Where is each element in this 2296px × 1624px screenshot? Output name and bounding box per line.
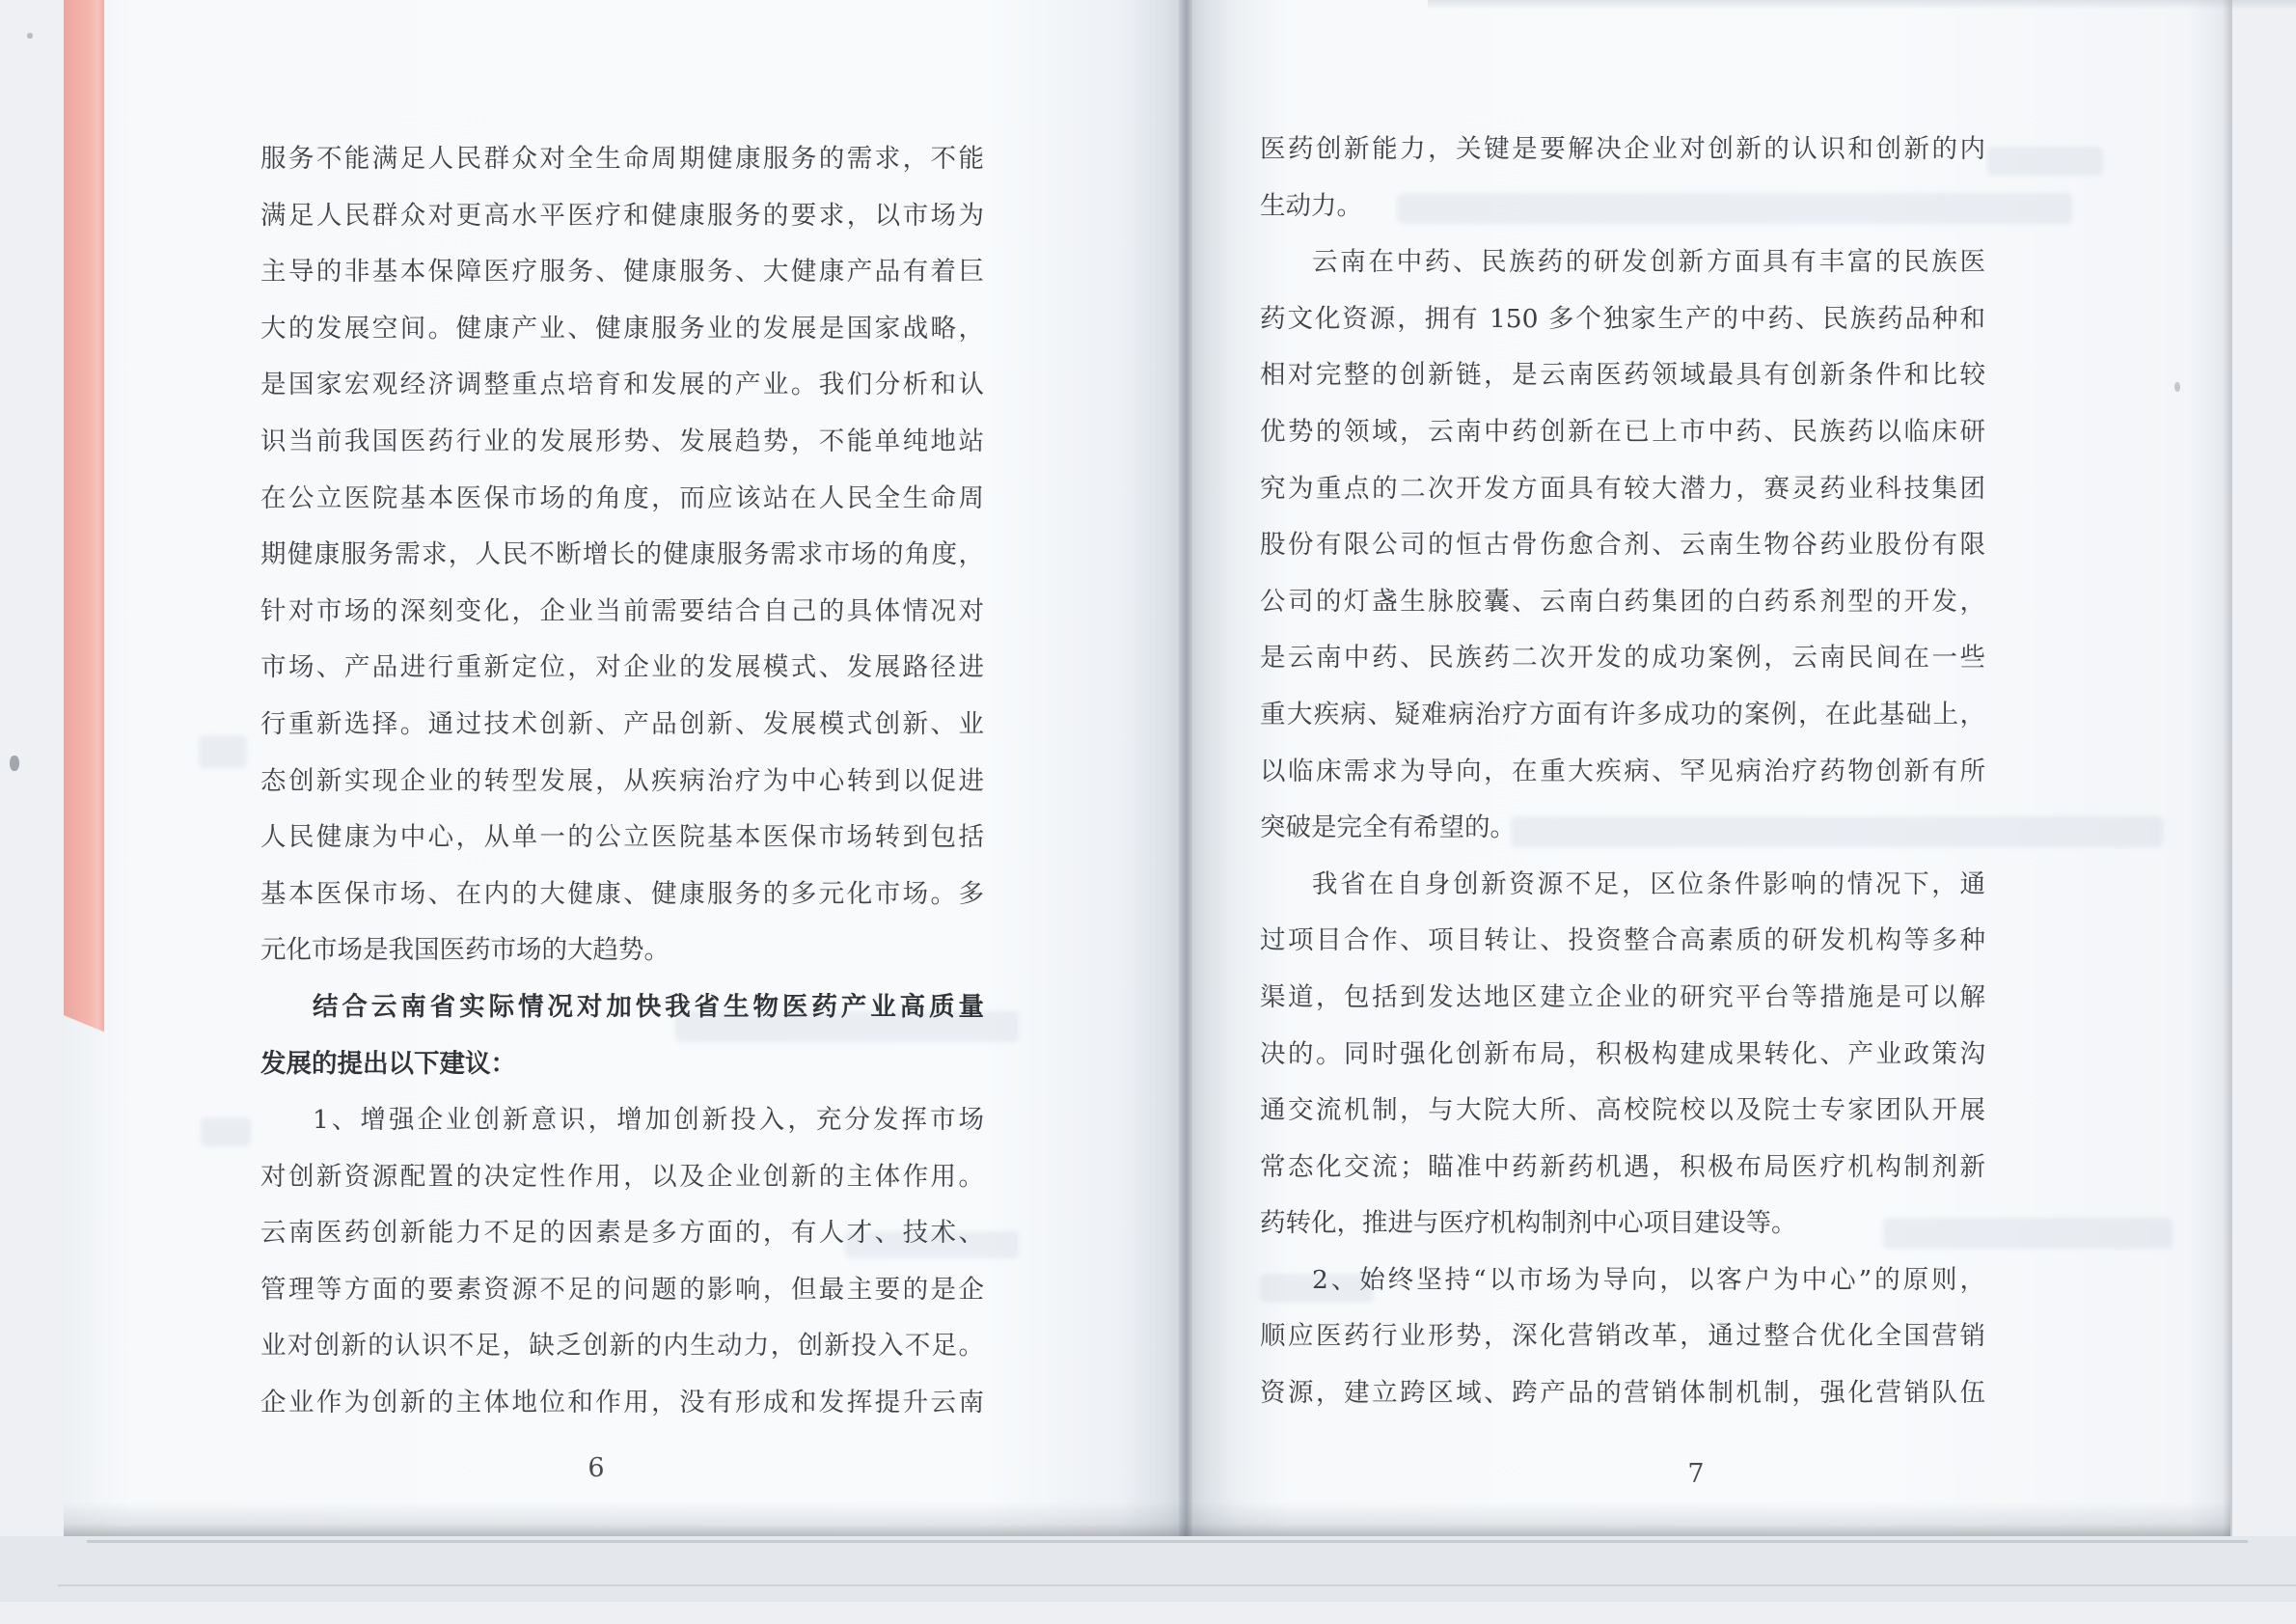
bleedthrough-smudge [201,1117,251,1146]
text-line: 渠道，包括到发达地区建立企业的研究平台等措施是可以解 [1260,981,1985,1012]
scan-speck [10,756,19,771]
text-line: 决的。同时强化创新布局，积极构建成果转化、产业政策沟 [1260,1038,1985,1069]
text-line: 企业作为创新的主体地位和作用，没有形成和发挥提升云南 [260,1388,984,1418]
text-line: 股份有限公司的恒古骨伤愈合剂、云南生物谷药业股份有限 [1260,530,1985,561]
text-line: 服务不能满足人民群众对全生命周期健康服务的需求，不能 [260,144,984,174]
text-line: 主导的非基本保障医疗服务、健康服务、大健康产品有着巨 [260,257,984,288]
text-line: 医药创新能力，关键是要解决企业对创新的认识和创新的内 [1260,134,1985,164]
page-number-left: 6 [588,1453,605,1483]
text-line: 市场、产品进行重新定位，对企业的发展模式、发展路径进 [260,652,984,683]
text-line: 药文化资源，拥有 150 多个独家生产的中药、民族药品种和 [1260,303,1985,334]
text-line: 管理等方面的要素资源不足的问题的影响，但最主要的是企 [260,1274,984,1305]
book-gutter [1179,0,1192,1536]
scan-speck [27,33,33,39]
text-line: 人民健康为中心，从单一的公立医院基本医保市场转到包括 [260,822,984,853]
text-line: 公司的灯盏生脉胶囊、云南白药集团的白药系剂型的开发， [1260,586,1985,617]
bleedthrough-smudge [1987,147,2103,176]
text-line: 发展的提出以下建议： [260,1048,516,1079]
text-line: 对创新资源配置的决定性作用，以及企业创新的主体作用。 [260,1161,984,1192]
text-column-left [260,131,984,1432]
text-line: 识当前我国医药行业的发展形势、发展趋势，不能单纯地站 [260,426,984,456]
text-line: 通交流机制，与大院大所、高校院校以及院士专家团队开展 [1260,1095,1985,1126]
text-line: 重大疾病、疑难病治疗方面有许多成功的案例，在此基础上， [1260,699,1985,729]
page-stack-edge [58,1584,2296,1586]
text-line: 云南医药创新能力不足的因素是多方面的，有人才、技术、 [260,1218,984,1249]
page-number-right: 7 [1687,1459,1705,1489]
book-right-edge [2223,0,2232,1536]
pink-insert-edge [64,0,104,1040]
text-line: 元化市场是我国医药市场的大趋势。 [260,935,670,966]
text-line: 生动力。 [1260,190,1362,221]
text-line: 行重新选择。通过技术创新、产品创新、发展模式创新、业 [260,708,984,739]
text-line: 优势的领域，云南中药创新在已上市中药、民族药以临床研 [1260,416,1985,447]
text-line: 在公立医院基本医保市场的角度，而应该站在人民全生命周 [260,482,984,513]
text-line: 究为重点的二次开发方面具有较大潜力，赛灵药业科技集团 [1260,473,1985,504]
book-bottom-edge [64,1501,2230,1536]
text-line: 过项目合作、项目转让、投资整合高素质的研发机构等多种 [1260,925,1985,956]
text-line: 业对创新的认识不足，缺乏创新的内生动力，创新投入不足。 [260,1331,984,1362]
text-line: 针对市场的深刻变化，企业当前需要结合自己的具体情况对 [260,595,984,626]
page-stack-edge [87,1540,2248,1543]
text-line: 是国家宏观经济调整重点培育和发展的产业。我们分析和认 [260,370,984,400]
text-line: 满足人民群众对更高水平医疗和健康服务的要求，以市场为 [260,200,984,231]
text-line: 顺应医药行业形势，深化营销改革，通过整合优化全国营销 [1260,1321,1985,1352]
text-line: 资源，建立跨区域、跨产品的营销体制机制，强化营销队伍 [1260,1378,1985,1409]
text-line: 期健康服务需求，人民不断增长的健康服务需求市场的角度， [260,539,984,570]
text-line: 1、增强企业创新意识，增加创新投入，充分发挥市场 [313,1105,984,1136]
text-line: 云南在中药、民族药的研发创新方面具有丰富的民族医 [1312,247,1985,278]
scan-speck [2174,382,2180,392]
text-line: 突破是完全有希望的。 [1260,812,1516,843]
text-line: 药转化，推进与医疗机构制剂中心项目建设等。 [1260,1208,1797,1239]
text-line: 态创新实现企业的转型发展，从疾病治疗为中心转到以促进 [260,765,984,796]
text-line: 2、始终坚持“以市场为导向，以客户为中心”的原则， [1312,1264,1985,1295]
text-line: 基本医保市场、在内的大健康、健康服务的多元化市场。多 [260,878,984,909]
bleedthrough-smudge [199,735,247,768]
text-line: 是云南中药、民族药二次开发的成功案例，云南民间在一些 [1260,643,1985,674]
text-column-right [1260,122,1985,1422]
text-line: 常态化交流；瞄准中药新药机遇，积极布局医疗机构制剂新 [1260,1151,1985,1182]
text-line: 大的发展空间。健康产业、健康服务业的发展是国家战略， [260,313,984,344]
text-line: 以临床需求为导向，在重大疾病、罕见病治疗药物创新有所 [1260,756,1985,786]
text-line: 相对完整的创新链，是云南医药领域最具有创新条件和比较 [1260,360,1985,391]
scanner-background [0,1602,2296,1624]
book-top-edge [1428,0,2296,10]
text-line: 结合云南省实际情况对加快我省生物医药产业高质量 [313,991,984,1022]
text-line: 我省在自身创新资源不足，区位条件影响的情况下，通 [1312,868,1985,899]
